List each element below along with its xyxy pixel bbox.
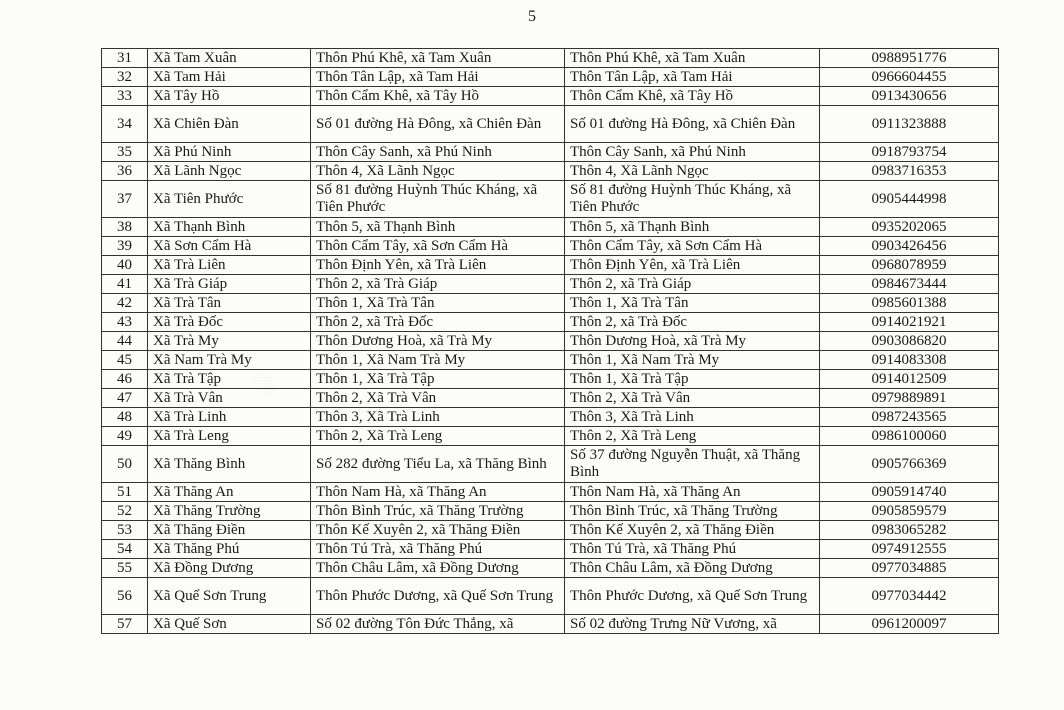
row-number-cell: 44 (102, 332, 148, 351)
table-row (102, 143, 999, 162)
address-cell: Thôn Cây Sanh, xã Phú Ninh (311, 143, 565, 162)
office-address-cell: Thôn 2, xã Trà Đốc (565, 313, 820, 332)
row-number-cell: 47 (102, 389, 148, 408)
phone-number-cell: 0977034442 (820, 578, 999, 615)
table-row (102, 615, 999, 634)
office-address-cell: Thôn Châu Lâm, xã Đồng Dương (565, 559, 820, 578)
table-row (102, 408, 999, 427)
address-cell: Thôn Châu Lâm, xã Đồng Dương (311, 559, 565, 578)
row-number-cell: 55 (102, 559, 148, 578)
table-body (102, 49, 999, 634)
address-cell: Thôn 3, Xã Trà Linh (311, 408, 565, 427)
address-cell: Thôn Dương Hoà, xã Trà My (311, 332, 565, 351)
address-cell: Thôn 2, Xã Trà Leng (311, 427, 565, 446)
table-row (102, 559, 999, 578)
address-cell: Thôn 2, xã Trà Đốc (311, 313, 565, 332)
phone-number-cell: 0977034885 (820, 559, 999, 578)
row-number-cell: 39 (102, 237, 148, 256)
address-cell: Thôn 1, Xã Nam Trà My (311, 351, 565, 370)
row-number-cell: 32 (102, 68, 148, 87)
row-number-cell: 41 (102, 275, 148, 294)
table-row (102, 483, 999, 502)
office-address-cell: Thôn 2, Xã Trà Leng (565, 427, 820, 446)
office-address-cell: Số 01 đường Hà Đông, xã Chiên Đàn (565, 106, 820, 143)
office-address-cell: Thôn 1, Xã Trà Tập (565, 370, 820, 389)
table-row (102, 351, 999, 370)
address-cell: Thôn Bình Trúc, xã Thăng Trường (311, 502, 565, 521)
row-number-cell: 50 (102, 446, 148, 483)
table-row (102, 256, 999, 275)
address-cell: Thôn Định Yên, xã Trà Liên (311, 256, 565, 275)
commune-name-cell: Xã Thạnh Bình (148, 218, 311, 237)
phone-number-cell: 0905914740 (820, 483, 999, 502)
commune-name-cell: Xã Quế Sơn (148, 615, 311, 634)
watermark: ░ (250, 369, 279, 399)
phone-number-cell: 0913430656 (820, 87, 999, 106)
address-cell: Thôn 1, Xã Trà Tân (311, 294, 565, 313)
commune-name-cell: Xã Thăng Bình (148, 446, 311, 483)
row-number-cell: 37 (102, 181, 148, 218)
office-address-cell: Thôn 3, Xã Trà Linh (565, 408, 820, 427)
table-row (102, 370, 999, 389)
page-number: 5 (528, 8, 536, 25)
commune-name-cell: Xã Tiên Phước (148, 181, 311, 218)
office-address-cell: Thôn 1, Xã Nam Trà My (565, 351, 820, 370)
table-row (102, 218, 999, 237)
address-cell: Thôn Phước Dương, xã Quế Sơn Trung (311, 578, 565, 615)
address-cell: Thôn Phú Khê, xã Tam Xuân (311, 49, 565, 68)
row-number-cell: 56 (102, 578, 148, 615)
commune-name-cell: Xã Trà My (148, 332, 311, 351)
address-cell: Thôn 5, xã Thạnh Bình (311, 218, 565, 237)
phone-number-cell: 0984673444 (820, 275, 999, 294)
table-row (102, 87, 999, 106)
row-number-cell: 48 (102, 408, 148, 427)
address-cell: Thôn 2, Xã Trà Vân (311, 389, 565, 408)
phone-number-cell: 0914083308 (820, 351, 999, 370)
commune-name-cell: Xã Thăng Phú (148, 540, 311, 559)
commune-name-cell: Xã Trà Liên (148, 256, 311, 275)
table-row (102, 521, 999, 540)
address-cell: Thôn 4, Xã Lãnh Ngọc (311, 162, 565, 181)
table-row (102, 332, 999, 351)
row-number-cell: 57 (102, 615, 148, 634)
phone-number-cell: 0935202065 (820, 218, 999, 237)
phone-number-cell: 0986100060 (820, 427, 999, 446)
office-address-cell: Thôn Cẩm Khê, xã Tây Hồ (565, 87, 820, 106)
phone-number-cell: 0903426456 (820, 237, 999, 256)
office-address-cell: Thôn 1, Xã Trà Tân (565, 294, 820, 313)
office-address-cell: Thôn Dương Hoà, xã Trà My (565, 332, 820, 351)
row-number-cell: 36 (102, 162, 148, 181)
table-row (102, 294, 999, 313)
address-cell: Thôn Nam Hà, xã Thăng An (311, 483, 565, 502)
office-address-cell: Số 81 đường Huỳnh Thúc Kháng, xã Tiên Phước (565, 181, 820, 218)
commune-name-cell: Xã Thăng An (148, 483, 311, 502)
commune-name-cell: Xã Trà Giáp (148, 275, 311, 294)
commune-name-cell: Xã Sơn Cẩm Hà (148, 237, 311, 256)
office-address-cell: Thôn Phước Dương, xã Quế Sơn Trung (565, 578, 820, 615)
office-address-cell: Thôn Định Yên, xã Trà Liên (565, 256, 820, 275)
row-number-cell: 45 (102, 351, 148, 370)
table-row (102, 446, 999, 483)
address-cell: Số 282 đường Tiểu La, xã Thăng Bình (311, 446, 565, 483)
table-row (102, 578, 999, 615)
commune-name-cell: Xã Trà Đốc (148, 313, 311, 332)
phone-number-cell: 0961200097 (820, 615, 999, 634)
phone-number-cell: 0911323888 (820, 106, 999, 143)
phone-number-cell: 0905859579 (820, 502, 999, 521)
phone-number-cell: 0914012509 (820, 370, 999, 389)
office-address-cell: Thôn Nam Hà, xã Thăng An (565, 483, 820, 502)
phone-number-cell: 0983716353 (820, 162, 999, 181)
office-address-cell: Thôn 5, xã Thạnh Bình (565, 218, 820, 237)
table-row (102, 313, 999, 332)
address-cell: Thôn Tú Trà, xã Thăng Phú (311, 540, 565, 559)
commune-name-cell: Xã Tam Xuân (148, 49, 311, 68)
office-address-cell: Thôn 2, Xã Trà Vân (565, 389, 820, 408)
phone-number-cell: 0905444998 (820, 181, 999, 218)
office-address-cell: Thôn 4, Xã Lãnh Ngọc (565, 162, 820, 181)
phone-number-cell: 0914021921 (820, 313, 999, 332)
address-cell: Thôn Kế Xuyên 2, xã Thăng Điền (311, 521, 565, 540)
commune-name-cell: Xã Tây Hồ (148, 87, 311, 106)
table-row (102, 162, 999, 181)
commune-name-cell: Xã Đồng Dương (148, 559, 311, 578)
row-number-cell: 46 (102, 370, 148, 389)
address-cell: Số 81 đường Huỳnh Thúc Kháng, xã Tiên Phước (311, 181, 565, 218)
phone-number-cell: 0966604455 (820, 68, 999, 87)
office-address-cell: Thôn Bình Trúc, xã Thăng Trường (565, 502, 820, 521)
commune-name-cell: Xã Trà Leng (148, 427, 311, 446)
table-row (102, 49, 999, 68)
row-number-cell: 42 (102, 294, 148, 313)
commune-name-cell: Xã Chiên Đàn (148, 106, 311, 143)
table-row (102, 181, 999, 218)
row-number-cell: 35 (102, 143, 148, 162)
row-number-cell: 31 (102, 49, 148, 68)
phone-number-cell: 0985601388 (820, 294, 999, 313)
table-row (102, 237, 999, 256)
commune-name-cell: Xã Lãnh Ngọc (148, 162, 311, 181)
table-row (102, 427, 999, 446)
office-address-cell: Thôn 2, xã Trà Giáp (565, 275, 820, 294)
commune-name-cell: Xã Trà Tập (148, 370, 311, 389)
row-number-cell: 43 (102, 313, 148, 332)
row-number-cell: 33 (102, 87, 148, 106)
phone-number-cell: 0905766369 (820, 446, 999, 483)
office-address-cell: Thôn Cây Sanh, xã Phú Ninh (565, 143, 820, 162)
address-cell: Thôn 1, Xã Trà Tập (311, 370, 565, 389)
office-address-cell: Thôn Kế Xuyên 2, xã Thăng Điền (565, 521, 820, 540)
commune-name-cell: Xã Tam Hải (148, 68, 311, 87)
phone-number-cell: 0968078959 (820, 256, 999, 275)
commune-name-cell: Xã Thăng Điền (148, 521, 311, 540)
commune-name-cell: Xã Thăng Trường (148, 502, 311, 521)
row-number-cell: 40 (102, 256, 148, 275)
row-number-cell: 54 (102, 540, 148, 559)
phone-number-cell: 0918793754 (820, 143, 999, 162)
row-number-cell: 38 (102, 218, 148, 237)
office-address-cell: Thôn Phú Khê, xã Tam Xuân (565, 49, 820, 68)
commune-address-table (101, 48, 999, 634)
commune-name-cell: Xã Phú Ninh (148, 143, 311, 162)
commune-name-cell: Xã Trà Linh (148, 408, 311, 427)
phone-number-cell: 0979889891 (820, 389, 999, 408)
office-address-cell: Thôn Tân Lập, xã Tam Hải (565, 68, 820, 87)
phone-number-cell: 0974912555 (820, 540, 999, 559)
phone-number-cell: 0983065282 (820, 521, 999, 540)
table-row (102, 389, 999, 408)
table-row (102, 275, 999, 294)
commune-name-cell: Xã Nam Trà My (148, 351, 311, 370)
commune-name-cell: Xã Quế Sơn Trung (148, 578, 311, 615)
commune-name-cell: Xã Trà Vân (148, 389, 311, 408)
row-number-cell: 52 (102, 502, 148, 521)
address-cell: Thôn Tân Lập, xã Tam Hải (311, 68, 565, 87)
table-row (102, 68, 999, 87)
row-number-cell: 34 (102, 106, 148, 143)
row-number-cell: 53 (102, 521, 148, 540)
address-cell: Số 02 đường Tôn Đức Thắng, xã (311, 615, 565, 634)
address-cell: Thôn Cẩm Tây, xã Sơn Cẩm Hà (311, 237, 565, 256)
row-number-cell: 51 (102, 483, 148, 502)
commune-name-cell: Xã Trà Tân (148, 294, 311, 313)
address-cell: Số 01 đường Hà Đông, xã Chiên Đàn (311, 106, 565, 143)
office-address-cell: Số 02 đường Trưng Nữ Vương, xã (565, 615, 820, 634)
phone-number-cell: 0903086820 (820, 332, 999, 351)
row-number-cell: 49 (102, 427, 148, 446)
address-cell: Thôn 2, xã Trà Giáp (311, 275, 565, 294)
office-address-cell: Thôn Cẩm Tây, xã Sơn Cẩm Hà (565, 237, 820, 256)
address-cell: Thôn Cẩm Khê, xã Tây Hồ (311, 87, 565, 106)
phone-number-cell: 0988951776 (820, 49, 999, 68)
phone-number-cell: 0987243565 (820, 408, 999, 427)
table-row (102, 106, 999, 143)
office-address-cell: Số 37 đường Nguyễn Thuật, xã Thăng Bình (565, 446, 820, 483)
office-address-cell: Thôn Tú Trà, xã Thăng Phú (565, 540, 820, 559)
table-row (102, 540, 999, 559)
table-row (102, 502, 999, 521)
